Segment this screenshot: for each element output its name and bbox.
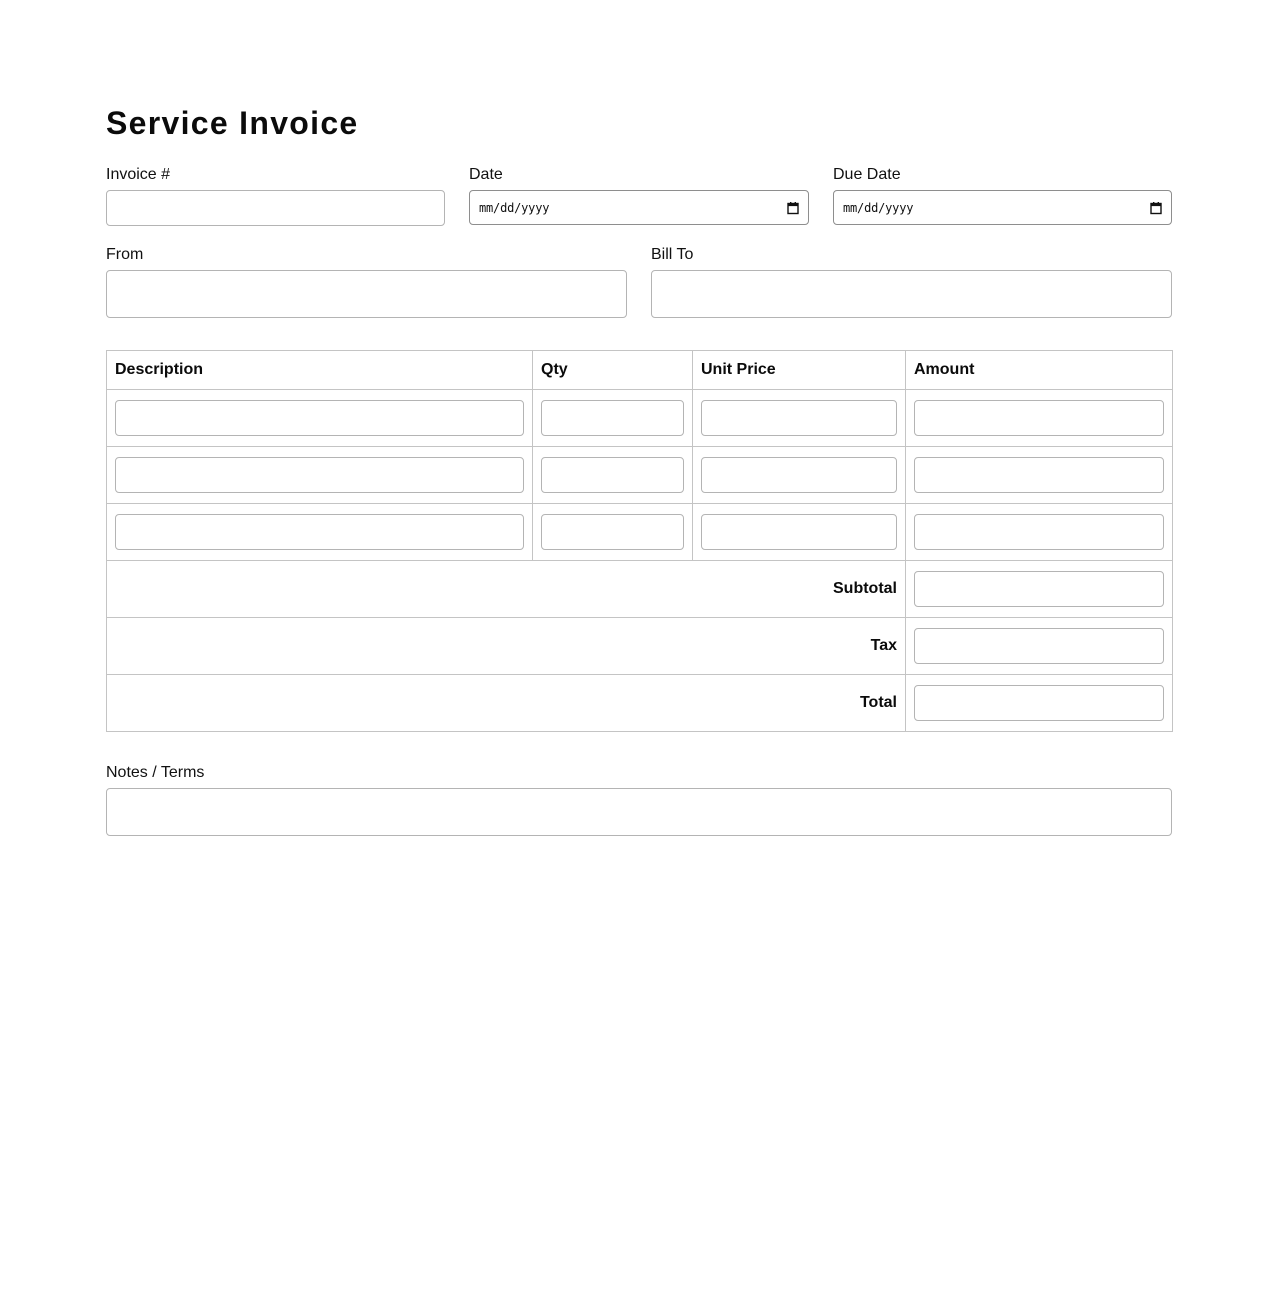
unit-price-cell	[693, 447, 906, 504]
description-cell	[107, 447, 533, 504]
column-header-description: Description	[107, 351, 533, 390]
from-textarea[interactable]	[106, 270, 627, 318]
page-title: Service Invoice	[106, 105, 359, 141]
bill-to-label: Bill To	[651, 246, 694, 263]
unit-price-cell	[693, 390, 906, 447]
date-label: Date	[469, 166, 503, 183]
tax-label: Tax	[107, 618, 906, 675]
description-input[interactable]	[115, 400, 524, 436]
notes-label: Notes / Terms	[106, 764, 205, 781]
table-row	[107, 447, 1173, 504]
amount-input[interactable]	[914, 457, 1164, 493]
unit-price-input[interactable]	[701, 457, 897, 493]
table-header-row	[107, 351, 1173, 390]
qty-cell	[533, 447, 693, 504]
total-label: Total	[107, 675, 906, 732]
total-cell	[906, 675, 1173, 732]
subtotal-label: Subtotal	[107, 561, 906, 618]
from-label: From	[106, 246, 144, 263]
description-input[interactable]	[115, 514, 524, 550]
description-input[interactable]	[115, 457, 524, 493]
due-date-label: Due Date	[833, 166, 901, 183]
unit-price-input[interactable]	[701, 514, 897, 550]
notes-textarea[interactable]	[106, 788, 1172, 836]
qty-input[interactable]	[541, 400, 684, 436]
column-header-unit-price: Unit Price	[693, 351, 906, 390]
due-date-placeholder: mm/dd/yyyy	[843, 200, 914, 215]
subtotal-input[interactable]	[914, 571, 1164, 607]
amount-input[interactable]	[914, 400, 1164, 436]
qty-cell	[533, 504, 693, 561]
qty-cell	[533, 390, 693, 447]
table-row	[107, 390, 1173, 447]
amount-cell	[906, 504, 1173, 561]
qty-input[interactable]	[541, 457, 684, 493]
due-date-input[interactable]	[833, 190, 1172, 225]
date-placeholder: mm/dd/yyyy	[479, 200, 550, 215]
column-header-qty: Qty	[533, 351, 693, 390]
unit-price-cell	[693, 504, 906, 561]
amount-cell	[906, 447, 1173, 504]
amount-input[interactable]	[914, 514, 1164, 550]
calendar-icon[interactable]	[786, 201, 800, 215]
total-row	[107, 675, 1173, 732]
date-input[interactable]	[469, 190, 809, 225]
tax-cell	[906, 618, 1173, 675]
tax-row	[107, 618, 1173, 675]
line-items-table	[106, 350, 1173, 732]
tax-input[interactable]	[914, 628, 1164, 664]
invoice-number-label: Invoice #	[106, 166, 171, 183]
table-row	[107, 504, 1173, 561]
invoice-number-input[interactable]	[106, 190, 445, 226]
calendar-icon[interactable]	[1149, 201, 1163, 215]
description-cell	[107, 504, 533, 561]
qty-input[interactable]	[541, 514, 684, 550]
amount-cell	[906, 390, 1173, 447]
unit-price-input[interactable]	[701, 400, 897, 436]
description-cell	[107, 390, 533, 447]
total-input[interactable]	[914, 685, 1164, 721]
subtotal-cell	[906, 561, 1173, 618]
subtotal-row	[107, 561, 1173, 618]
column-header-amount: Amount	[906, 351, 1173, 390]
bill-to-textarea[interactable]	[651, 270, 1172, 318]
